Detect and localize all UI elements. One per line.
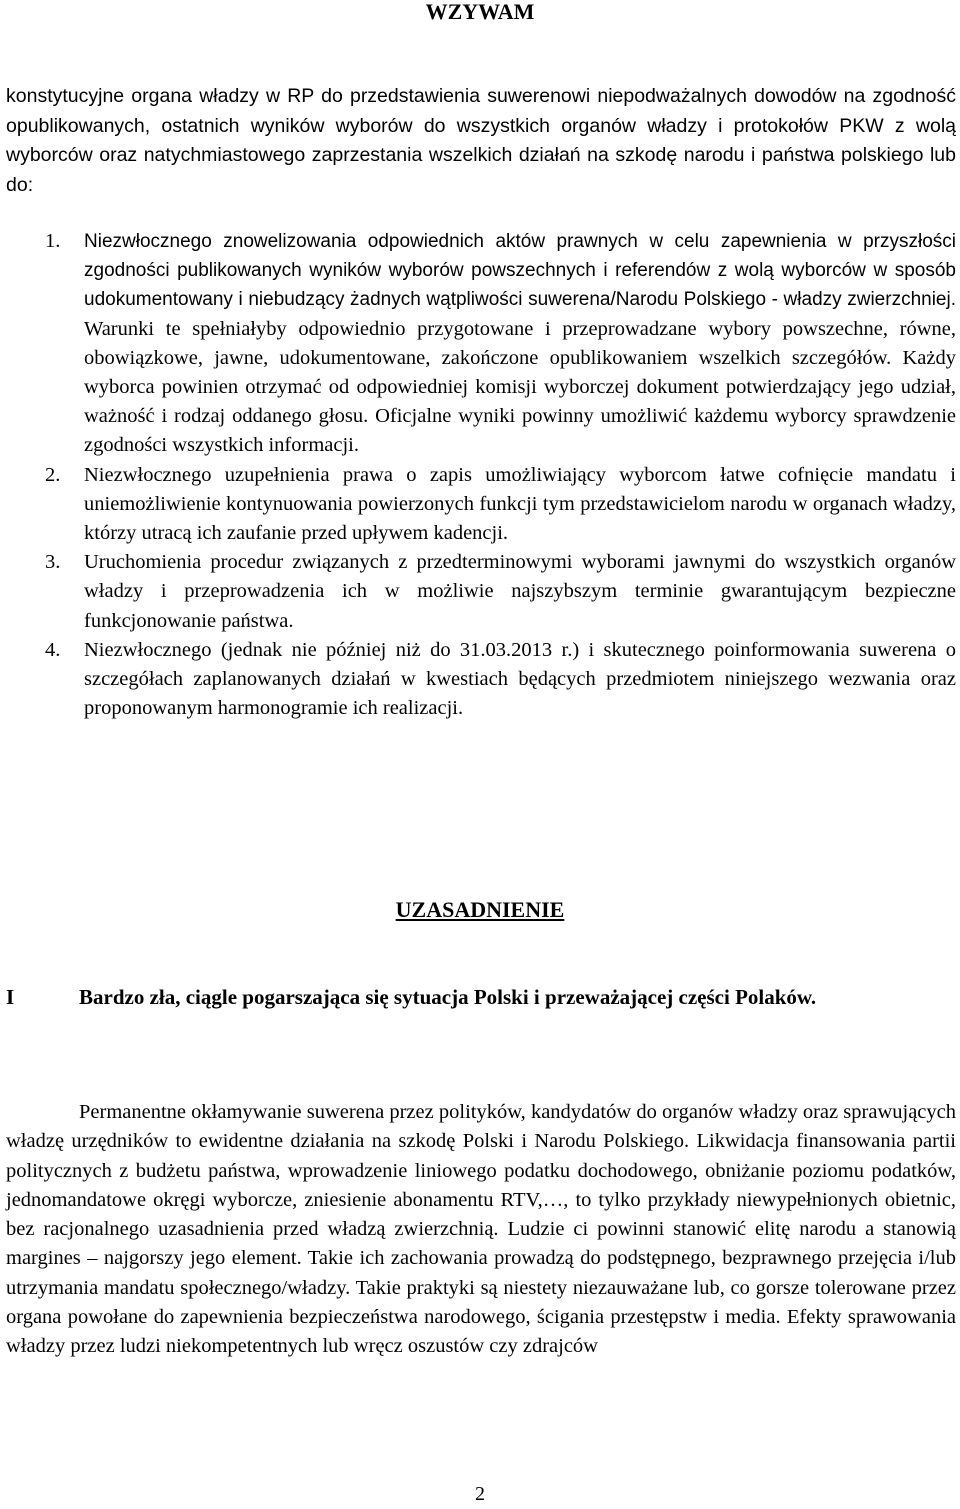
list-item-text-part: Warunki te spełniałyby odpowiednio przygotowane i przeprowadzane wybory powszechne, równe, obowiązkowe, jawne, udokumentowane, zakończone opublikowaniem wszelkich szczegółów. Każdy wyborca powinien otrzymać od odpowiedniej komisji wyborczej dokument potwierdzający jego udział, ważność i rodzaj oddanego głosu. Oficjalne wyniki powinny umożliwić każdemu wyborcy sprawdzenie zgodności wszystkich informacji. [84, 317, 956, 457]
section-title: UZASADNIENIE [395, 897, 565, 922]
list-item-number: 2. [45, 463, 61, 486]
demands-list [0, 227, 956, 723]
list-item [0, 636, 956, 724]
list-item-text-part: Niezwłocznego znowelizowania odpowiednich aktów prawnych w celu zapewnienia w przyszłości zgodności publikowanych wyników wyborów powszechnych i referendów z wolą wyborców w sposób udokumentowany i niebudzący żadnych wątpliwości suwerena/Narodu Polskiego - władzy zwierzchniej. [84, 231, 956, 311]
body-paragraph: Permanentne okłamywanie suwerena przez polityków, kandydatów do organów władzy oraz sprawujących władzę urzędników to ewidentne działania na szkodę Polski i Narodu Polskiego. Likwidacja finansowania partii politycznych z budżetu państwa, wprowadzenie liniowego podatku dochodowego, obniżanie poziomu podatków, jednomandatowe okręgi wyborcze, zniesienie abonamentu RTV,…, to tylko przykłady niewypełnionych obietnic, bez racjonalnego uzasadnienia przed władzą zwierzchnią. Ludzie ci powinni stanowić elitę narodu a stanowią margines – najgorszy jego element. Takie ich zachowania prowadzą do podstępnego, bezprawnego przejęcia i/lub utrzymania mandatu społecznego/władzy. Takie praktyki są niestety niezauważane lub, co gorsze tolerowane przez organa powołane do zapewnienia bezpieczeństwa narodowego, ścigania przestępstw i media. Efekty sprawowania władzy przez ludzi niekompetentnych lub wręcz oszustów czy zdrajców [6, 1101, 956, 1358]
section-heading [6, 983, 956, 1012]
heading-numeral: I [6, 985, 15, 1009]
list-item-number: 3. [45, 551, 61, 574]
list-item [0, 461, 956, 549]
list-item-text: Uruchomienia procedur związanych z przedterminowymi wyborami jawnymi do wszystkich organów władzy i przeprowadzenia ich w możliwie najszybszym terminie gwarantującym bezpieczne funkcjonowanie państwa. [84, 551, 956, 632]
intro-paragraph: konstytucyjne organa władzy w RP do przedstawienia suwerenowi niepodważalnych dowodów na zgodność opublikowanych, ostatnich wyników wyborów do wszystkich organów władzy i protokołów PKW z wolą wyborców oraz natychmiastowego zaprzestania wszelkich działań na szkodę narodu i państwa polskiego lub do: [6, 85, 956, 196]
list-item [0, 227, 956, 461]
page-number: 2 [475, 1483, 485, 1505]
heading-text: Bardzo zła, ciągle pogarszająca się sytuacja Polski i przeważającej części Polaków. [79, 985, 817, 1009]
list-item [0, 548, 956, 636]
document-title: WZYWAM [425, 0, 535, 24]
list-item-text: Niezwłocznego (jednak nie później niż do 31.03.2013 r.) i skutecznego poinformowania suwerena o szczegółach zaplanowanych działań w kwestiach będących przedmiotem niniejszego wezwania oraz proponowanym harmonogramie ich realizacji. [84, 638, 956, 720]
list-item-number: 4. [45, 638, 61, 661]
list-item-text: Niezwłocznego uzupełnienia prawa o zapis umożliwiający wyborcom łatwe cofnięcie mandatu i uniemożliwienie kontynuowania powierzonych funkcji tym przedstawicielom narodu w organach władzy, którzy utracą ich zaufanie przed upływem kadencji. [84, 463, 956, 545]
list-item-number: 1. [45, 230, 61, 252]
